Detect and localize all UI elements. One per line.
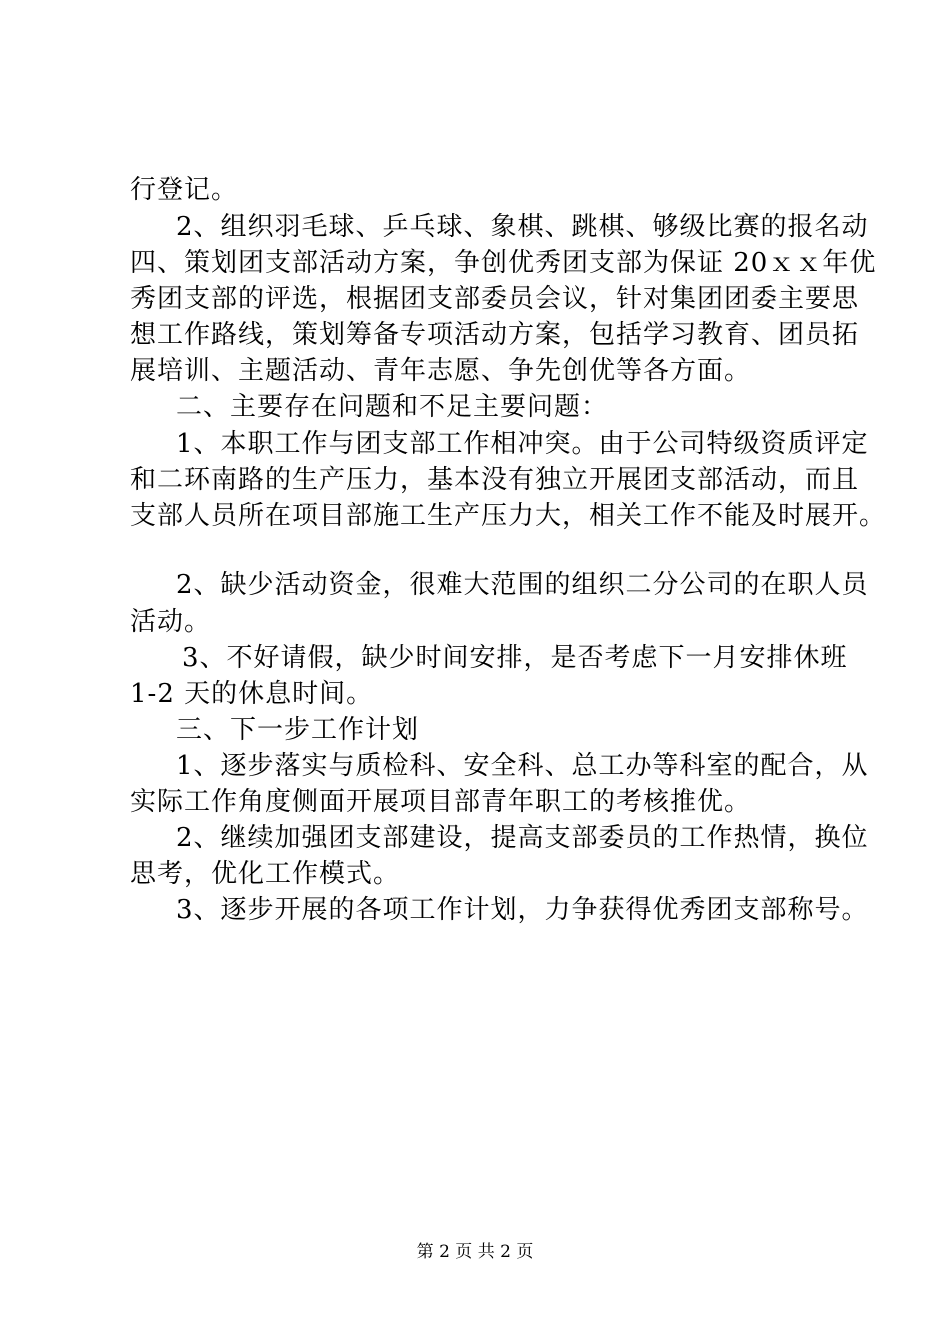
- text-line: 活动。: [130, 607, 212, 637]
- section-heading: 三、下一步工作计划: [176, 715, 420, 745]
- text-line: 3、不好请假，缺少时间安排，是否考虑下一月安排休班: [182, 643, 848, 673]
- text-line: 实际工作角度侧面开展项目部青年职工的考核推优。: [130, 787, 752, 817]
- page-number-footer: 第 2 页 共 2 页: [416, 1242, 534, 1262]
- text-line: 行登记。: [130, 175, 239, 205]
- text-line: 3、逐步开展的各项工作计划，力争获得优秀团支部称号。: [176, 895, 869, 925]
- text-line: 2、缺少活动资金，很难大范围的组织二分公司的在职人员: [176, 570, 869, 600]
- text-line: 支部人员所在项目部施工生产压力大，相关工作不能及时展开。: [130, 501, 887, 531]
- text-line: 四、策划团支部活动方案，争创优秀团支部为保证 20ｘｘ年优: [130, 248, 877, 278]
- text-line: 2、继续加强团支部建设，提高支部委员的工作热情，换位: [176, 823, 869, 853]
- text-line: 展培训、主题活动、青年志愿、争先创优等各方面。: [130, 356, 752, 386]
- text-line: 和二环南路的生产压力，基本没有独立开展团支部活动，而且: [130, 465, 860, 495]
- text-line: 2、组织羽毛球、乒乓球、象棋、跳棋、够级比赛的报名动: [176, 212, 869, 242]
- section-heading: 二、主要存在问题和不足主要问题：: [176, 392, 609, 422]
- text-line: 思考，优化工作模式。: [130, 859, 401, 889]
- text-line: 1、本职工作与团支部工作相冲突。由于公司特级资质评定: [176, 429, 869, 459]
- text-line: 想工作路线，策划筹备专项活动方案，包括学习教育、团员拓: [130, 320, 860, 350]
- text-line: 1-2 天的休息时间。: [130, 679, 374, 709]
- text-line: 秀团支部的评选，根据团支部委员会议，针对集团团委主要思: [130, 284, 860, 314]
- text-line: 1、逐步落实与质检科、安全科、总工办等科室的配合，从: [176, 751, 869, 781]
